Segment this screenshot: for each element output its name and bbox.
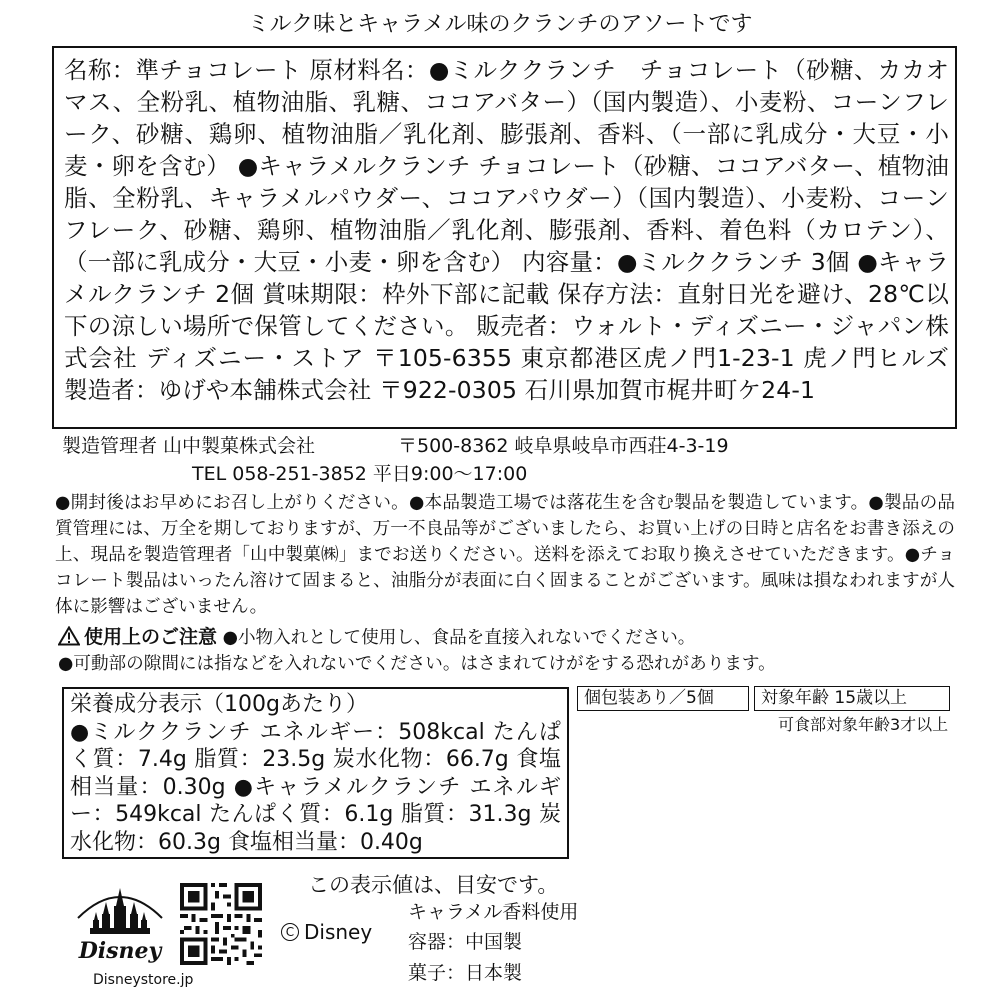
target-age-badge: 対象年齢 15歳以上: [754, 686, 950, 711]
ingredients-label-box: [52, 46, 957, 429]
disney-logo-text: Disney: [78, 938, 162, 964]
notes-text: ●開封後はお早めにお召し上がりください。●本品製造工場では落花生を含む製品を製造しています。●製品の品質管理には、万全を期しておりますが、万一不良品等がございましたら、お買い上げの日時と店名をお書き添えの上、現品を製造管理者「山中製菓㈱」までお送りください。送料を添えてお取り換えさせていただきます。●チョコレート製品はいったん溶けて固まると、油脂分が表面に白く固まることがございます。風味は損なわれますが人体に影響はございません。: [55, 493, 955, 617]
website-url: Disneystore.jp: [93, 972, 194, 988]
caution-line-1: ●小物入れとして使用し、食品を直接入れないでください。: [222, 628, 696, 648]
nutrition-title: 栄養成分表示（100gあたり）: [70, 692, 368, 717]
manufacturer-address: 〒500-8362 岐阜県岐阜市西荘4-3-19: [398, 435, 729, 457]
copyright-text: Disney: [304, 920, 373, 944]
manufacturer-tel: TEL 058-251-3852 平日9:00〜17:00: [192, 463, 528, 485]
confection-origin: 菓子：日本製: [408, 962, 523, 984]
edible-part-age: 可食部対象年齢3才以上: [778, 715, 949, 734]
warning-icon: [58, 626, 80, 646]
copyright: [281, 919, 372, 945]
disney-castle-logo: [70, 878, 170, 970]
flavoring-note: キャラメル香料使用: [408, 901, 579, 923]
nutrition-box: [62, 687, 569, 859]
caution-line-2: ●可動部の隙間には指などを入れないでください。はさまれてけがをする恐れがあります。: [58, 654, 776, 674]
container-origin: 容器：中国製: [408, 931, 523, 953]
caution-section: [58, 624, 968, 677]
headline: ミルク味とキャラメル味のクランチのアソートです: [247, 12, 753, 37]
qr-code: [180, 883, 262, 965]
copyright-icon: C: [281, 923, 299, 941]
nutrition-body: ●ミルククランチ エネルギー：508kcal たんぱく質：7.4g 脂質：23.5g 炭水化物：66.7g 食塩相当量：0.30g ●キャラメルクランチ エネルギー：549kcal たんぱく質：6.1g 脂質：31.3g 炭水化物：60.3g 食塩相当量：0.40g: [70, 719, 561, 855]
manufacturer-name: 製造管理者 山中製菓株式会社: [62, 435, 316, 457]
caution-heading: 使用上のご注意: [84, 626, 218, 648]
guide-note: この表示値は、目安です。: [308, 873, 559, 897]
manufacturer-line: [62, 432, 729, 460]
individual-pack-badge: 個包装あり／5個: [577, 686, 749, 711]
ingredients-text: 名称：準チョコレート 原材料名：●ミルククランチ チョコレート（砂糖、カカオマス、全粉乳、植物油脂、乳糖、ココアバター）（国内製造）、小麦粉、コーンフレーク、砂糖、鶏卵、植物油脂／乳化剤、膨張剤、香料、（一部に乳成分・大豆・小麦・卵を含む） ●キャラメルクランチ チョコレート（砂糖、ココアバター、植物油脂、全粉乳、キャラメルパウダー、ココアパウダー）（国内製造）、小麦粉、コーンフレーク、砂糖、鶏卵、植物油脂／乳化剤、膨張剤、香料、着色料（カロテン）、（一部に乳成分・大豆・小麦・卵を含む） 内容量：●ミルククランチ 3個 ●キャラメルクランチ 2個 賞味期限：枠外下部に記載 保存方法：直射日光を避け、28℃以下の涼しい場所で保管してください。 販売者：ウォルト・ディズニー・ジャパン株式会社 ディズニー・ストア 〒105-6355 東京都港区虎ノ門1-23-1 虎ノ門ヒルズ 製造者：ゆげや本舗株式会社 〒922-0305 石川県加賀市梶井町ケ24-1: [64, 56, 949, 404]
